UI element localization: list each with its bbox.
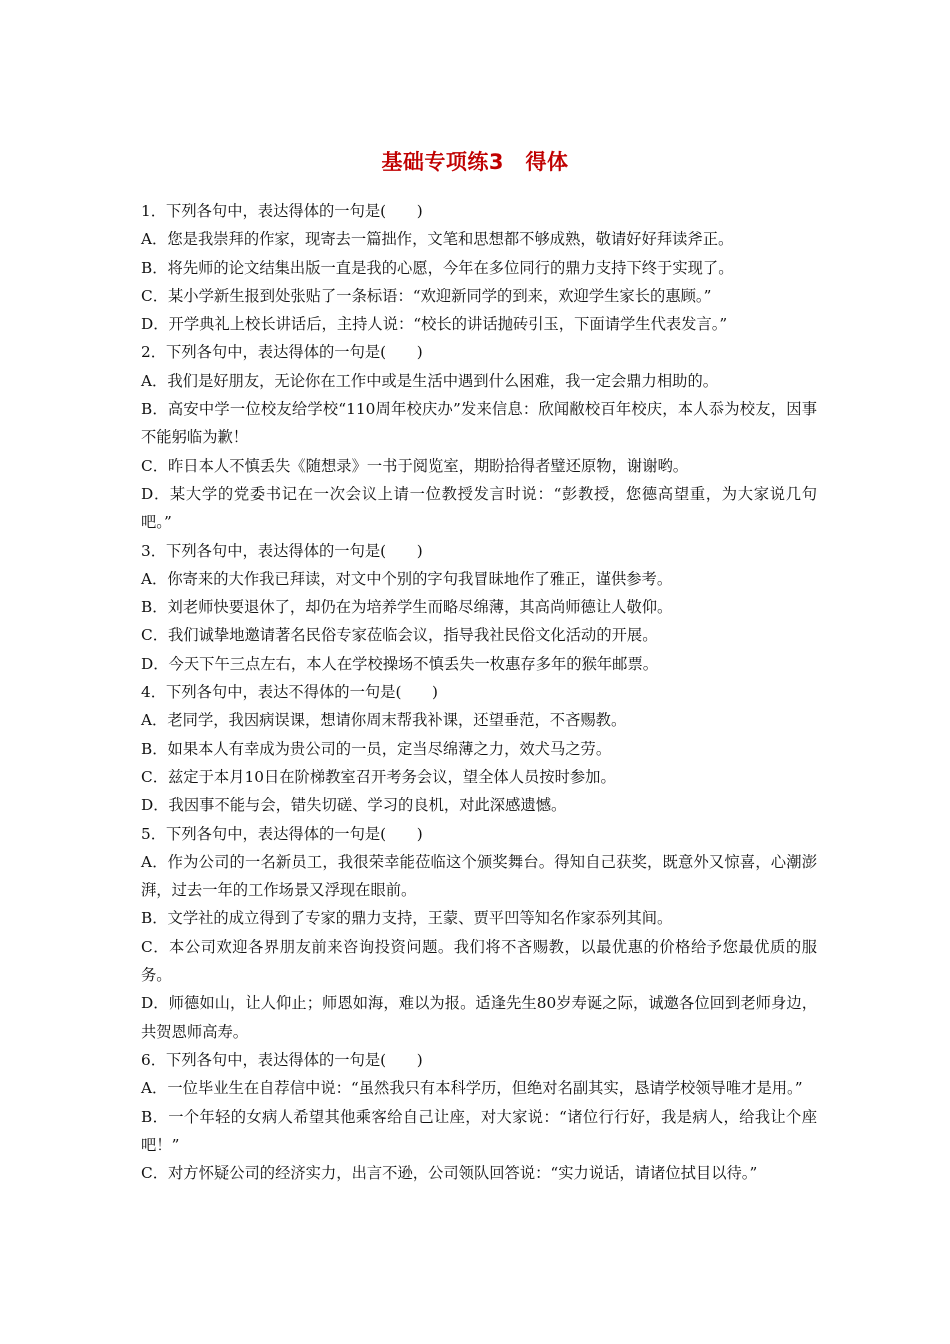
option-c: C．昨日本人不慎丢失《随想录》一书于阅览室，期盼拾得者璧还原物，谢谢哟。 xyxy=(141,456,689,475)
option-b: B．刘老师快要退休了，却仍在为培养学生而略尽绵薄，其高尚师德让人敬仰。 xyxy=(141,598,673,617)
option-a: A．老同学，我因病误课，想请你周末帮我补课，还望垂范，不吝赐教。 xyxy=(141,711,627,730)
option-c: C．我们诚挚地邀请著名民俗专家莅临会议，指导我社民俗文化活动的开展。 xyxy=(141,626,658,645)
option-d: D．我因事不能与会，错失切磋、学习的良机，对此深感遗憾。 xyxy=(141,796,567,815)
question-stem: 5．下列各句中，表达得体的一句是( ) xyxy=(141,824,423,843)
question-5 xyxy=(141,820,817,1046)
question-stem: 4．下列各句中，表达不得体的一句是( ) xyxy=(141,683,439,702)
question-6 xyxy=(141,1046,817,1187)
option-b: B．高安中学一位校友给学校“110周年校庆办”发来信息：欣闻敝校百年校庆，本人忝为校友，因事不能躬临为歉！ xyxy=(141,400,817,447)
option-d: D．某大学的党委书记在一次会议上请一位教授发言时说：“彭教授，您德高望重，为大家说几句吧。” xyxy=(141,484,817,532)
option-c: C．本公司欢迎各界朋友前来咨询投资问题。我们将不吝赐教，以最优惠的价格给予您最优质的服务。 xyxy=(141,937,817,985)
option-a: A．你寄来的大作我已拜读，对文中个别的字句我冒昧地作了雅正，谨供参考。 xyxy=(141,569,673,588)
option-b: B．一个年轻的女病人希望其他乘客给自己让座，对大家说：“诸位行行好，我是病人，给我让个座吧！” xyxy=(141,1107,817,1154)
option-b: B．将先师的论文结集出版一直是我的心愿，今年在多位同行的鼎力支持下终于实现了。 xyxy=(141,258,734,277)
option-a: A．我们是好朋友，无论你在工作中或是生活中遇到什么困难，我一定会鼎力相助的。 xyxy=(141,371,719,390)
question-stem: 1．下列各句中，表达得体的一句是( ) xyxy=(141,202,423,220)
option-b: B．如果本人有幸成为贵公司的一员，定当尽绵薄之力，效犬马之劳。 xyxy=(141,739,612,758)
option-d: D．师德如山，让人仰止；师恩如海，难以为报。适逢先生80岁寿诞之际，诚邀各位回到老师身边，共贺恩师高寿。 xyxy=(141,994,817,1041)
option-a: A．作为公司的一名新员工，我很荣幸能莅临这个颁奖舞台。得知自己获奖，既意外又惊喜，心潮澎湃，过去一年的工作场景又浮现在眼前。 xyxy=(141,852,817,900)
option-c: C．兹定于本月10日在阶梯教室召开考务会议，望全体人员按时参加。 xyxy=(141,767,616,786)
option-c: C．对方怀疑公司的经济实力，出言不逊，公司领队回答说：“实力说话，请诸位拭目以待。” xyxy=(141,1164,758,1183)
question-1 xyxy=(141,197,817,338)
option-c: C．某小学新生报到处张贴了一条标语：“欢迎新同学的到来，欢迎学生家长的惠顾。” xyxy=(141,286,712,305)
question-stem: 6．下列各句中，表达得体的一句是( ) xyxy=(141,1050,423,1069)
option-a: A．您是我崇拜的作家，现寄去一篇拙作，文笔和思想都不够成熟，敬请好好拜读斧正。 xyxy=(141,230,734,249)
question-stem: 2．下列各句中，表达得体的一句是( ) xyxy=(141,343,423,362)
option-d: D．今天下午三点左右，本人在学校操场不慎丢失一枚惠存多年的猴年邮票。 xyxy=(141,654,659,673)
question-3 xyxy=(141,537,817,678)
option-d: D．开学典礼上校长讲话后，主持人说：“校长的讲话抛砖引玉，下面请学生代表发言。” xyxy=(141,315,728,334)
option-a: A．一位毕业生在自荐信中说：“虽然我只有本科学历，但绝对名副其实，恳请学校领导唯才是用。” xyxy=(141,1079,803,1098)
question-list xyxy=(141,197,817,1187)
option-b: B．文学社的成立得到了专家的鼎力支持，王蒙、贾平凹等知名作家忝列其间。 xyxy=(141,909,673,928)
question-2 xyxy=(141,338,817,536)
page-title: 基础专项练3 得体 xyxy=(381,150,569,174)
question-stem: 3．下列各句中，表达得体的一句是( ) xyxy=(141,541,423,560)
question-4 xyxy=(141,678,817,819)
